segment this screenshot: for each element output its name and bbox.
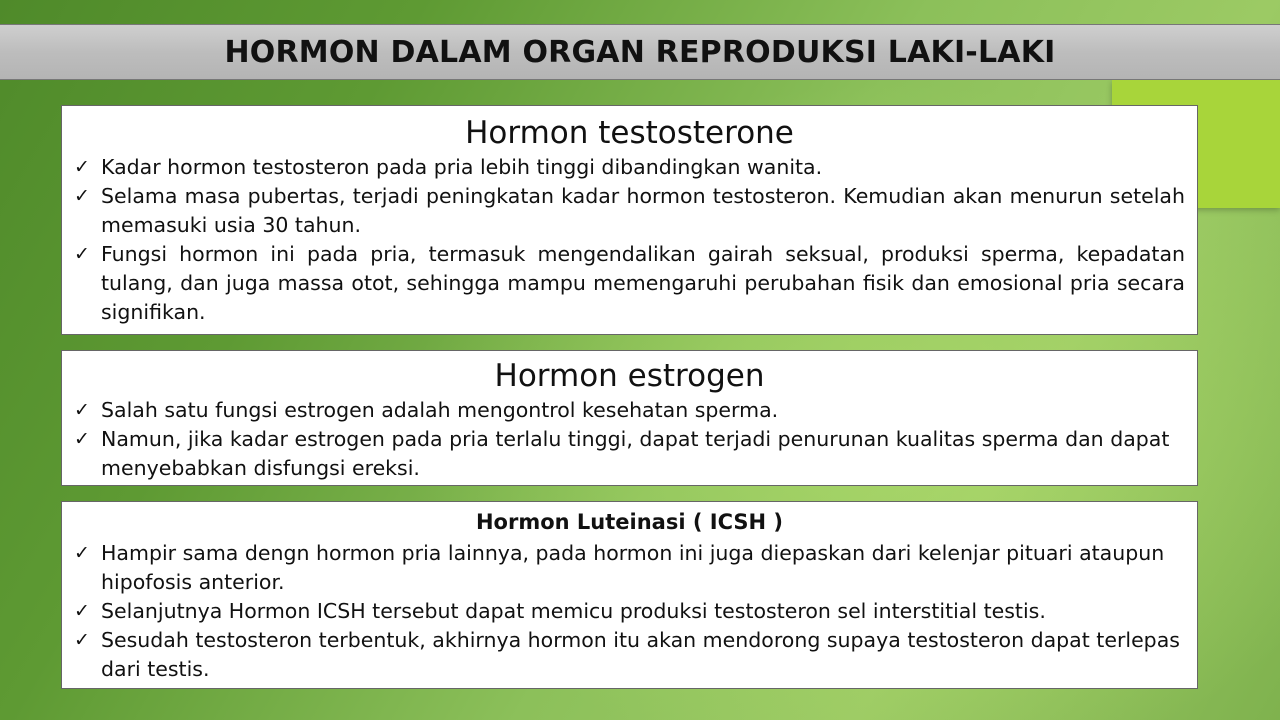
check-icon: ✓ [74, 629, 90, 651]
section-testosterone [61, 105, 1198, 335]
section-heading: Hormon estrogen [494, 358, 765, 394]
check-icon: ✓ [74, 156, 90, 178]
list-item-text: Sesudah testosteron terbentuk, akhirnya hormon itu akan mendorong supaya testosteron dapat terlepas dari testis. [101, 628, 1180, 681]
check-icon: ✓ [74, 600, 90, 622]
list-item [74, 539, 1185, 597]
list-item-text: Namun, jika kadar estrogen pada pria terlalu tinggi, dapat terjadi penurunan kualitas sperma dan dapat menyebabkan disfungsi ereksi. [101, 427, 1170, 480]
bullet-list [74, 396, 1185, 483]
list-item-text: Selama masa pubertas, terjadi peningkatan kadar hormon testosteron. Kemudian akan menurun setelah memasuki usia 30 tahun. [101, 184, 1185, 237]
list-item-text: Salah satu fungsi estrogen adalah mengontrol kesehatan sperma. [101, 398, 779, 422]
check-icon: ✓ [74, 428, 90, 450]
list-item [74, 396, 1185, 425]
list-item [74, 153, 1185, 182]
list-item [74, 597, 1185, 626]
list-item [74, 425, 1185, 483]
check-icon: ✓ [74, 243, 90, 265]
bullet-list [74, 539, 1185, 684]
list-item-text: Fungsi hormon ini pada pria, termasuk mengendalikan gairah seksual, produksi sperma, kepadatan tulang, dan juga massa otot, sehingga mampu memengaruhi perubahan fisik dan emosional pria secara signifikan. [101, 242, 1185, 324]
list-item [74, 240, 1185, 327]
check-icon: ✓ [74, 399, 90, 421]
section-heading: Hormon Luteinasi ( ICSH ) [475, 510, 783, 534]
slide-title: HORMON DALAM ORGAN REPRODUKSI LAKI-LAKI [224, 34, 1056, 70]
section-estrogen [61, 350, 1198, 486]
bullet-list [74, 153, 1185, 327]
section-heading: Hormon testosterone [465, 115, 794, 151]
list-item [74, 182, 1185, 240]
section-luteinasi [61, 501, 1198, 689]
list-item [74, 626, 1185, 684]
check-icon: ✓ [74, 185, 90, 207]
list-item-text: Kadar hormon testosteron pada pria lebih tinggi dibandingkan wanita. [101, 155, 823, 179]
list-item-text: Selanjutnya Hormon ICSH tersebut dapat memicu produksi testosteron sel interstitial testis. [101, 599, 1046, 623]
title-bar [0, 24, 1280, 80]
check-icon: ✓ [74, 542, 90, 564]
list-item-text: Hampir sama dengn hormon pria lainnya, pada hormon ini juga diepaskan dari kelenjar pituari ataupun hipofosis anterior. [101, 541, 1165, 594]
